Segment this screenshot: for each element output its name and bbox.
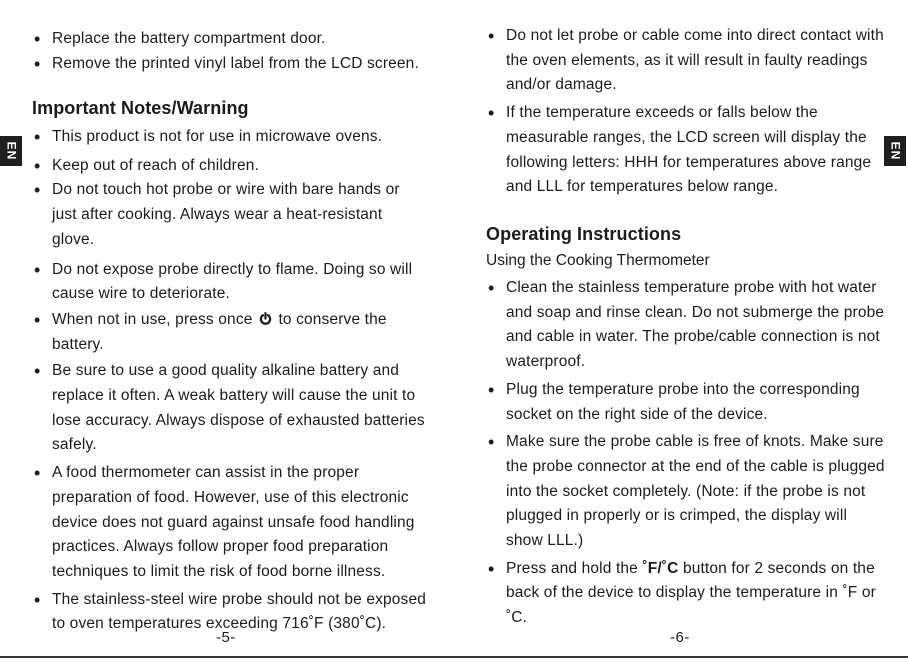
- list-item: • This product is not for use in microwave ovens.: [34, 127, 383, 147]
- operating-subheading: Using the Cooking Thermometer: [486, 252, 710, 269]
- list-item: • Be sure to use a good quality alkaline battery and replace it often. A weak battery will cause the unit to lose accuracy. Always dispose of exhausted batteries safely.: [34, 361, 425, 454]
- operating-list: [486, 276, 886, 631]
- list-item: • Keep out of reach of children.: [34, 155, 259, 176]
- list-item: • Do not expose probe directly to flame. Doing so will cause wire to deteriorate.: [34, 259, 413, 303]
- list-item: • A food thermometer can assist in the proper preparation of food. However, use of this electronic device does not guard against unsafe food handling practices. Always follow proper food preparation techniques to limit the risk of food borne illness.: [34, 463, 415, 580]
- bottom-divider: [0, 656, 908, 658]
- list-item: • Do not touch hot probe or wire with bare hands or just after cooking. Always wear a heat-resistant glove.: [34, 180, 400, 248]
- page-number: -6-: [670, 629, 690, 646]
- list-item: • Plug the temperature probe into the corresponding socket on the right side of the device.: [488, 379, 860, 423]
- list-item: • Make sure the probe cable is free of knots. Make sure the probe connector at the end of the cable is plugged into the socket completely. (Note: if the probe is not plugged in properly or is crimped, the display will show LLL.): [488, 432, 885, 550]
- warning-heading: Important Notes/Warning: [32, 98, 249, 118]
- list-item: • The stainless-steel wire probe should not be exposed to oven temperatures exceeding 716˚F (380˚C).: [34, 589, 426, 633]
- list-item: • Do not let probe or cable come into direct contact with the oven elements, as it will result in faulty readings and/or damage.: [488, 26, 884, 94]
- language-tab-label: EN: [887, 141, 902, 161]
- language-tab-label: EN: [3, 141, 18, 161]
- right-page: [454, 0, 908, 662]
- power-icon: [259, 312, 272, 325]
- list-item: • Replace the battery compartment door.: [34, 29, 326, 49]
- temperature-unit-button-label: ˚F/˚C: [642, 559, 679, 577]
- page-number: -5-: [216, 629, 236, 646]
- warning-list: [32, 125, 427, 637]
- list-item: • Clean the stainless temperature probe with hot water and soap and rinse clean. Do not submerge the probe and cable in water. The probe/cable connection is not waterproof.: [488, 278, 885, 371]
- intro-list: [32, 27, 442, 76]
- list-item: • Press and hold the ˚F/˚C button for 2 seconds on the back of the device to display the temperature in ˚F or ˚C.: [488, 558, 876, 627]
- list-item: • When not in use, press once to conserve the battery.: [34, 309, 387, 353]
- operating-heading: Operating Instructions: [486, 224, 682, 244]
- list-item: • Remove the printed vinyl label from the LCD screen.: [34, 53, 419, 74]
- caution-list: [486, 24, 886, 200]
- list-item: • If the temperature exceeds or falls below the measurable ranges, the LCD screen will display the following letters: HHH for temperatures above range and LLL for temperatures below range.: [488, 103, 872, 196]
